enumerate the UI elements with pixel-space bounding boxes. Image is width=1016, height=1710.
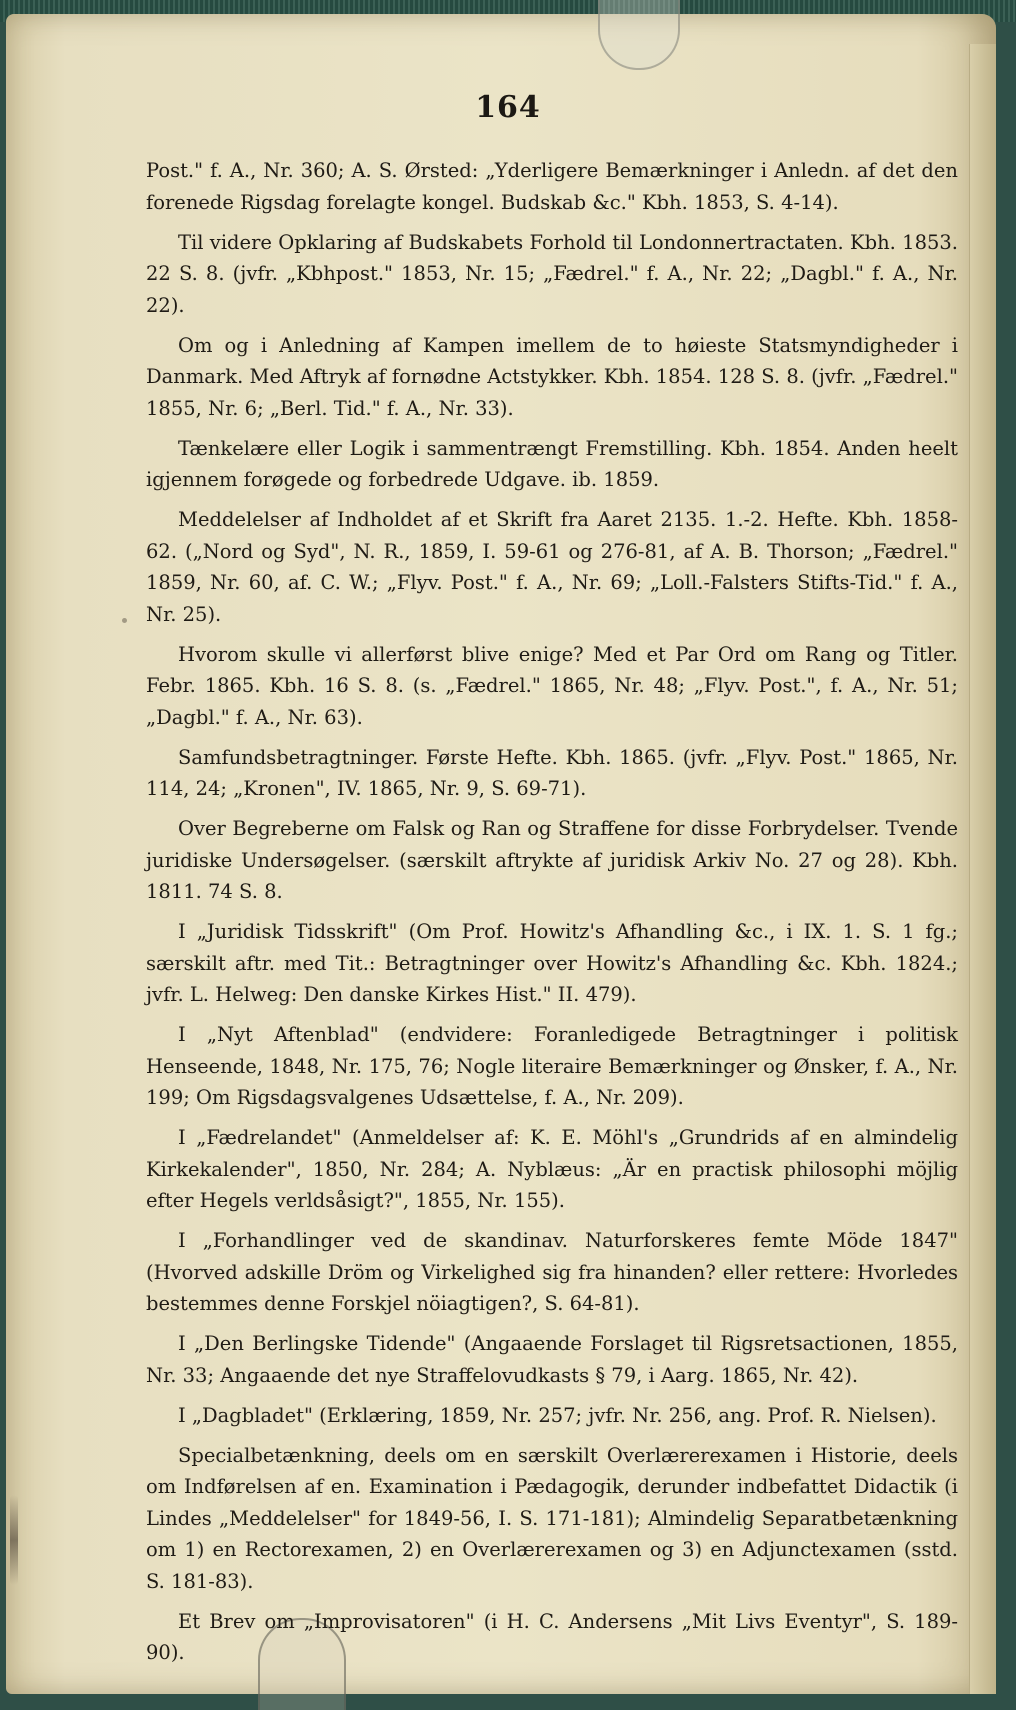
entry-samfundsbetragtninger: Samfundsbetragtninger. Første Hefte. Kbh. 1865. (jvfr. „Flyv. Post." 1865, Nr. 114, 24; „Kronen", IV. 1865, Nr. 9, S. 69-71). <box>146 745 958 800</box>
entry-dagbladet: I „Dagbladet" (Erklæring, 1859, Nr. 257; jvfr. Nr. 256, ang. Prof. R. Nielsen). <box>178 1403 937 1427</box>
entry-specialbetaenkning: Specialbetænkning, deels om en særskilt Overlærerexamen i Historie, deels om Indførelsen af en. Examination i Pædagogik, derunder indbefattet Didactik (i Lindes „Meddelelser" for 1849-56, I. S. 171-181); Almindelig Separatbetænkning om 1) en Rectorexamen, 2) en Overlærerexamen og 3) en Adjunctexamen (sstd. S. 181-83). <box>146 1443 958 1593</box>
entry-juridisk-tidsskrift: I „Juridisk Tidsskrift" (Om Prof. Howitz's Afhandling &c., i IX. 1. S. 1 fg.; særskilt aftr. med Tit.: Betragtninger over Howitz's Afhandling &c. Kbh. 1824.; jvfr. L. Helweg: Den danske Kirkes Hist." II. 479). <box>146 920 958 1006</box>
margin-dot-mark <box>122 618 127 623</box>
entry-begreberne: Over Begreberne om Falsk og Ran og Straffene for disse Forbrydelser. Tvende juridiske Undersøgelser. (særskilt aftrykte af juridisk Arkiv No. 27 og 28). Kbh. 1811. 74 S. 8. <box>146 817 958 903</box>
page-edge <box>969 44 996 1694</box>
entry-forhandlinger: I „Forhandlinger ved de skandinav. Naturforskeres femte Möde 1847" (Hvorved adskille Dröm og Virkelighed sig fra hinanden? eller rettere: Hvorledes bestemmes denne Forskjel nöiagtigen?, S. 64-81). <box>146 1229 958 1315</box>
entry-faedrelandet: I „Fædrelandet" (Anmeldelser af: K. E. Möhl's „Grundrids af en almindelig Kirkekalender", 1850, Nr. 284; A. Nyblæus: „Är en practisk philosophi möjlig efter Hegels verldsåsigt?", 1855, Nr. 155). <box>146 1126 958 1212</box>
entry-kampen: Om og i Anledning af Kampen imellem de to høieste Statsmyndigheder i Danmark. Med Aftryk af fornødne Actstykker. Kbh. 1854. 128 S. 8. (jvfr. „Fædrel." 1855, Nr. 6; „Berl. Tid." f. A., Nr. 33). <box>146 333 958 420</box>
entry-berlingske: I „Den Berlingske Tidende" (Angaaende Forslaget til Rigsretsactionen, 1855, Nr. 33; Angaaende det nye Straffelovudkasts § 79, i Aarg. 1865, Nr. 42). <box>146 1332 958 1387</box>
entry-nyt-aftenblad: I „Nyt Aftenblad" (endvidere: Foranledigede Betragtninger i politisk Henseende, 1848, Nr. 175, 76; Nogle literaire Bemærkninger og Ønsker, f. A., Nr. 199; Om Rigsdagsvalgenes Udsættelse, f. A., Nr. 209). <box>146 1023 958 1109</box>
entry-taenkelaere: Tænkelære eller Logik i sammentrængt Fremstilling. Kbh. 1854. Anden heelt igjennem forøgede og forbedrede Udgave. ib. 1859. <box>146 436 958 491</box>
margin-pencil-mark <box>10 1495 18 1585</box>
entry-hvorom: Hvorom skulle vi allerførst blive enige? Med et Par Ord om Rang og Titler. Febr. 1865. Kbh. 16 S. 8. (s. „Fædrel." 1865, Nr. 48; „Flyv. Post.", f. A., Nr. 51; „Dagbl." f. A., Nr. 63). <box>146 642 958 729</box>
entry-brev: Et Brev om „Improvisatoren" (i H. C. Andersens „Mit Livs Eventyr", S. 189-90). <box>146 1609 958 1664</box>
page-number: 164 <box>475 90 541 125</box>
entry-meddelelser: Meddelelser af Indholdet af et Skrift fra Aaret 2135. 1.-2. Hefte. Kbh. 1858-62. („Nord og Syd", N. R., 1859, I. 59-61 og 276-81, af A. B. Thorson; „Fædrel." 1859, Nr. 60, af. C. W.; „Flyv. Post." f. A., Nr. 69; „Loll.-Falsters Stifts-Tid." f. A., Nr. 25). <box>146 508 958 626</box>
bibliography-text <box>146 155 958 1677</box>
entry-londonnertractaten: Til videre Opklaring af Budskabets Forhold til Londonnertractaten. Kbh. 1853. 22 S. 8. (jvfr. „Kbhpost." 1853, Nr. 15; „Fædrel." f. A., Nr. 22; „Dagbl." f. A., Nr. 22). <box>146 230 958 317</box>
entry-continuation: Post." f. A., Nr. 360; A. S. Ørsted: „Yderligere Bemærkninger i Anledn. af det den forenede Rigsdag forelagte kongel. Budskab &c." Kbh. 1853, S. 4-14). <box>146 159 958 214</box>
